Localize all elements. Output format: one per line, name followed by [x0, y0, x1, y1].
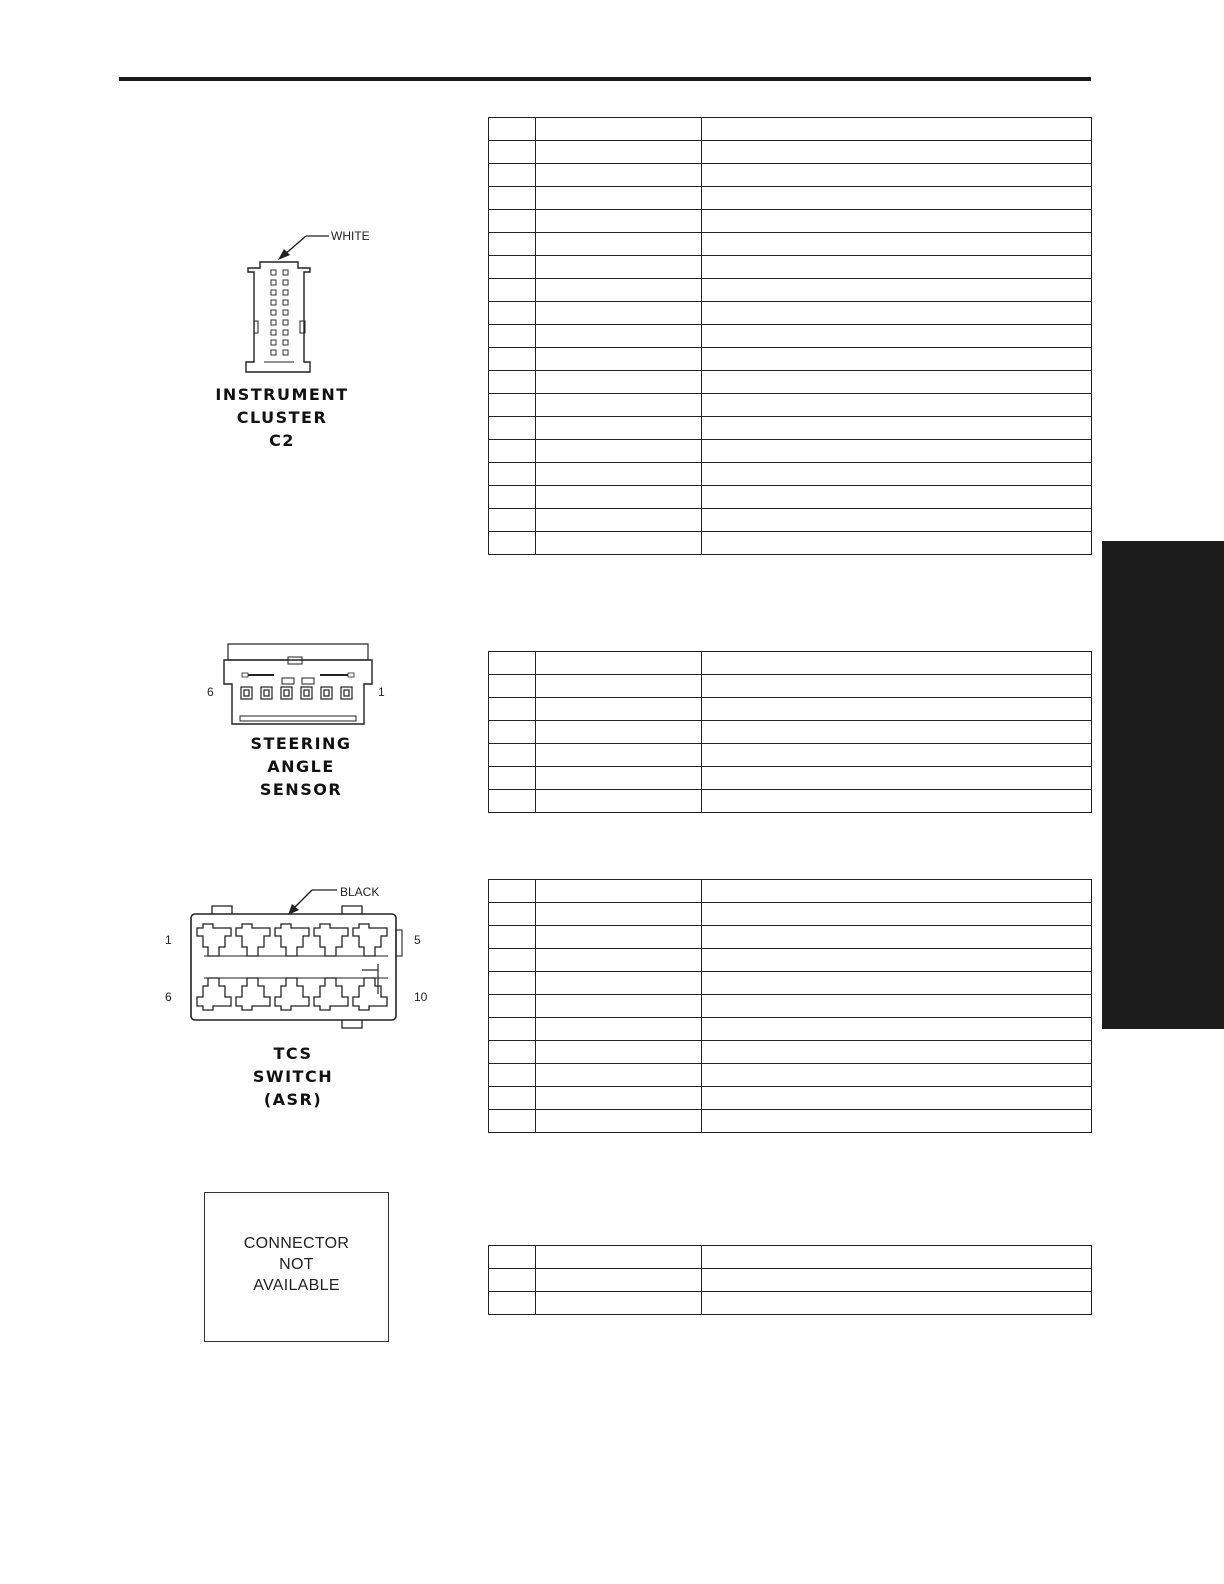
table-row — [489, 325, 1092, 348]
table-row — [489, 233, 1092, 256]
connector-not-available-box — [204, 1192, 389, 1342]
instrument-cluster-c2-connector — [240, 222, 380, 377]
tcs-switch-connector — [160, 878, 440, 1033]
table-row — [489, 279, 1092, 302]
instrument-cluster-c2-label — [207, 383, 357, 452]
table-row — [489, 417, 1092, 440]
label-line: TCS — [273, 1044, 313, 1063]
table-row — [489, 371, 1092, 394]
table-row — [489, 903, 1092, 926]
table-row — [489, 509, 1092, 532]
table-row — [489, 926, 1092, 949]
table-row — [489, 164, 1092, 187]
table-row — [489, 394, 1092, 417]
table-row — [489, 187, 1092, 210]
table-row — [489, 790, 1092, 813]
table-row — [489, 1041, 1092, 1064]
top-rule — [119, 77, 1091, 81]
placeholder-line: NOT — [279, 1256, 314, 1273]
pin-label: 1 — [378, 685, 385, 699]
pin-label: 5 — [414, 933, 421, 947]
label-line: STEERING — [250, 734, 352, 753]
table-row — [489, 302, 1092, 325]
tcs-switch-pin-table — [488, 879, 1092, 1133]
table-row — [489, 949, 1092, 972]
table-row — [489, 348, 1092, 371]
table-row — [489, 1269, 1092, 1292]
table-row — [489, 675, 1092, 698]
table-row — [489, 440, 1092, 463]
steering-angle-sensor-connector — [200, 640, 395, 730]
label-line: INSTRUMENT — [215, 385, 349, 404]
pin-label: 6 — [165, 990, 172, 1004]
pin-label: 1 — [165, 933, 172, 947]
table-row — [489, 532, 1092, 555]
pin-label: 10 — [414, 990, 428, 1004]
color-callout: BLACK — [340, 885, 380, 899]
table-row — [489, 463, 1092, 486]
placeholder-line: AVAILABLE — [253, 1277, 340, 1294]
table-row — [489, 995, 1092, 1018]
table-row — [489, 972, 1092, 995]
table-row — [489, 767, 1092, 790]
table-row — [489, 1292, 1092, 1315]
table-row — [489, 721, 1092, 744]
table-row — [489, 1064, 1092, 1087]
placeholder-line: CONNECTOR — [243, 1235, 350, 1252]
table-row — [489, 118, 1092, 141]
steering-angle-sensor-label — [226, 732, 376, 801]
color-callout: WHITE — [331, 229, 370, 243]
table-row — [489, 1110, 1092, 1133]
label-line: C2 — [269, 431, 295, 450]
table-row — [489, 744, 1092, 767]
table-row — [489, 210, 1092, 233]
connector-4-pin-table — [488, 1245, 1092, 1315]
connector-not-available-text — [205, 1233, 388, 1296]
table-row — [489, 256, 1092, 279]
table-row — [489, 880, 1092, 903]
label-line: SWITCH — [252, 1067, 334, 1086]
table-row — [489, 486, 1092, 509]
table-row — [489, 141, 1092, 164]
tcs-switch-label — [218, 1042, 368, 1111]
table-row — [489, 652, 1092, 675]
label-line: SENSOR — [259, 780, 343, 799]
pin-label: 6 — [207, 685, 214, 699]
table-row — [489, 698, 1092, 721]
table-row — [489, 1018, 1092, 1041]
table-row — [489, 1087, 1092, 1110]
label-line: ANGLE — [267, 757, 335, 776]
table-row — [489, 1246, 1092, 1269]
steering-angle-sensor-pin-table — [488, 651, 1092, 813]
label-line: CLUSTER — [236, 408, 328, 427]
section-tab — [1102, 541, 1224, 1029]
instrument-cluster-c2-pin-table — [488, 117, 1092, 555]
label-line: (ASR) — [263, 1090, 323, 1109]
